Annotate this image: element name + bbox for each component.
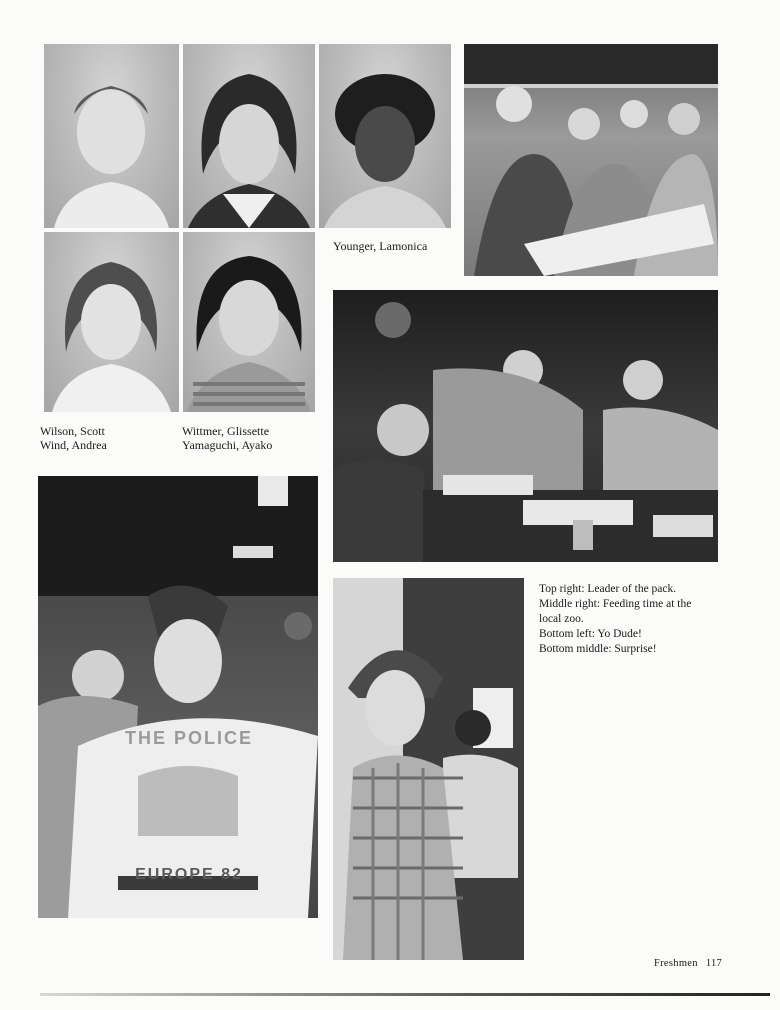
portrait-photo	[44, 44, 179, 228]
candid-photo-middle-right	[333, 290, 718, 562]
portrait-photo	[44, 232, 179, 412]
shirt-print-bottom: EUROPE 82	[135, 866, 243, 883]
shirt-print-top: THE POLICE	[124, 728, 253, 748]
section-name: Freshmen	[654, 958, 698, 969]
page-folio	[654, 958, 730, 969]
caption-line: local zoo.	[539, 613, 584, 625]
candid-photo-top-right	[464, 44, 718, 276]
bottom-rule	[40, 993, 770, 996]
portrait-photo	[183, 44, 315, 228]
caption-name: Yamaguchi, Ayako	[182, 438, 273, 452]
caption-name: Younger, Lamonica	[333, 239, 428, 253]
portrait-caption-right	[182, 424, 272, 452]
candid-photo-bottom-left	[38, 476, 318, 918]
photo-captions	[539, 582, 691, 657]
caption-name: Wind, Andrea	[40, 438, 107, 452]
caption-line: Top right: Leader of the pack.	[539, 583, 677, 595]
portrait-photo	[319, 44, 451, 228]
candid-photo-bottom-middle	[333, 578, 524, 960]
caption-line: Bottom middle: Surprise!	[539, 643, 657, 655]
caption-name: Wilson, Scott	[40, 424, 105, 438]
caption-name: Wittmer, Glissette	[182, 424, 270, 438]
caption-line: Middle right: Feeding time at the	[539, 598, 692, 610]
caption-line: Bottom left: Yo Dude!	[539, 628, 642, 640]
portrait-caption-left	[40, 424, 107, 452]
page-number: 117	[705, 958, 723, 969]
portrait-photo	[183, 232, 315, 412]
portrait-caption	[333, 239, 427, 253]
